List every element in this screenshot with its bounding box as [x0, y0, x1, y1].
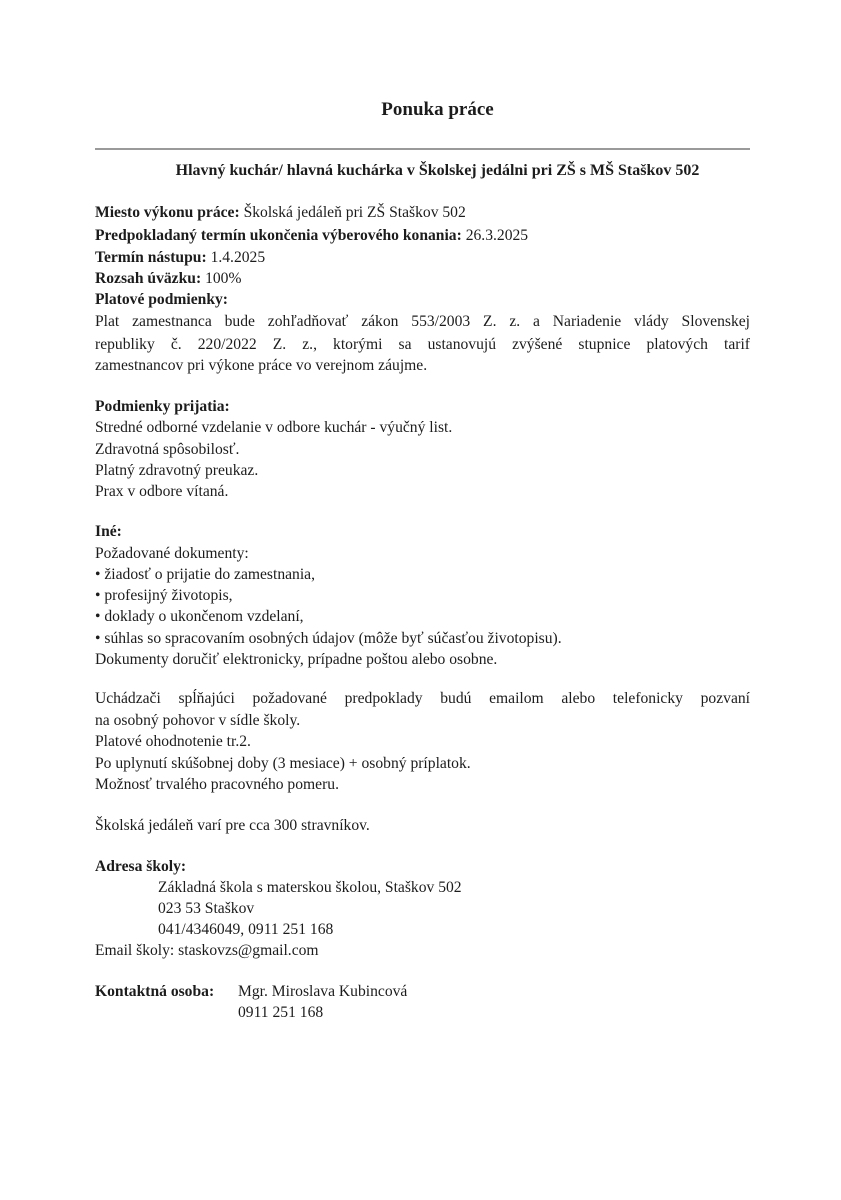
- other-heading: Iné:: [95, 523, 122, 540]
- requirement-item: Zdravotná spôsobilosť.: [95, 441, 240, 458]
- place-row: [95, 204, 466, 222]
- pay-grade: Platové ohodnotenie tr.2.: [95, 733, 251, 750]
- document-title: Ponuka práce: [381, 99, 494, 120]
- deadline-row: [95, 227, 528, 245]
- address-heading: Adresa školy:: [95, 858, 187, 875]
- start-value: 1.4.2025: [210, 249, 266, 266]
- document-item: [95, 587, 233, 605]
- salary-line: zamestnancov pri výkone práce vo verejnom záujme.: [95, 357, 428, 374]
- document-item: [95, 630, 562, 648]
- interview-line: Uchádzači spĺňajúci požadované predpoklady budú emailom alebo telefonicky pozvaní: [95, 690, 750, 707]
- bonus-note: Po uplynutí skúšobnej doby (3 mesiace) + osobný príplatok.: [95, 755, 471, 772]
- requirement-item: Stredné odborné vzdelanie v odbore kuchár - výučný list.: [95, 419, 453, 436]
- salary-heading: Platové podmienky:: [95, 291, 228, 308]
- address-line: Základná škola s materskou školou, Staškov 502: [158, 879, 462, 896]
- salary-line: Plat zamestnanca bude zohľadňovať zákon 553/2003 Z. z. a Nariadenie vlády Slovenskej: [95, 313, 750, 330]
- bullet: •: [95, 566, 101, 583]
- position-title: Hlavný kuchár/ hlavná kuchárka v Školskej jedálni pri ZŠ s MŠ Staškov 502: [175, 162, 700, 179]
- document-item: [95, 608, 304, 626]
- bullet: •: [95, 587, 101, 604]
- place-label: Miesto výkonu práce:: [95, 204, 240, 221]
- title-divider: [95, 148, 750, 150]
- start-label: Termín nástupu:: [95, 249, 207, 266]
- document-item: [95, 566, 315, 584]
- contact-name: Mgr. Miroslava Kubincová: [238, 983, 408, 1000]
- requirements-heading: Podmienky prijatia:: [95, 398, 230, 415]
- permanent-note: Možnosť trvalého pracovného pomeru.: [95, 776, 339, 793]
- address-phone: 041/4346049, 0911 251 168: [158, 921, 334, 938]
- contact-phone: 0911 251 168: [238, 1004, 324, 1021]
- requirement-item: Prax v odbore vítaná.: [95, 483, 229, 500]
- document-item-text: žiadosť o prijatie do zamestnania,: [104, 566, 315, 583]
- canteen-note: Školská jedáleň varí pre cca 300 stravníkov.: [95, 817, 370, 834]
- contact-label: Kontaktná osoba:: [95, 983, 215, 1000]
- requirement-item: Platný zdravotný preukaz.: [95, 462, 259, 479]
- workload-value: 100%: [205, 270, 242, 287]
- delivery-note: Dokumenty doručiť elektronicky, prípadne poštou alebo osobne.: [95, 651, 498, 668]
- bullet: •: [95, 630, 101, 647]
- document-item-text: doklady o ukončenom vzdelaní,: [104, 608, 304, 625]
- place-value: Školská jedáleň pri ZŠ Staškov 502: [243, 204, 466, 221]
- interview-line: na osobný pohovor v sídle školy.: [95, 712, 301, 729]
- address-line: 023 53 Staškov: [158, 900, 255, 917]
- document-item-text: profesijný životopis,: [104, 587, 233, 604]
- documents-intro: Požadované dokumenty:: [95, 545, 249, 562]
- school-email: Email školy: staskovzs@gmail.com: [95, 942, 319, 959]
- deadline-label: Predpokladaný termín ukončenia výberového konania:: [95, 227, 462, 244]
- workload-row: [95, 270, 241, 288]
- bullet: •: [95, 608, 101, 625]
- deadline-value: 26.3.2025: [465, 227, 529, 244]
- document-item-text: súhlas so spracovaním osobných údajov (môže byť súčasťou životopisu).: [104, 630, 562, 647]
- start-row: [95, 249, 265, 267]
- workload-label: Rozsah úväzku:: [95, 270, 202, 287]
- salary-line: republiky č. 220/2022 Z. z., ktorými sa ustanovujú zvýšené stupnice platových tarif: [95, 336, 750, 353]
